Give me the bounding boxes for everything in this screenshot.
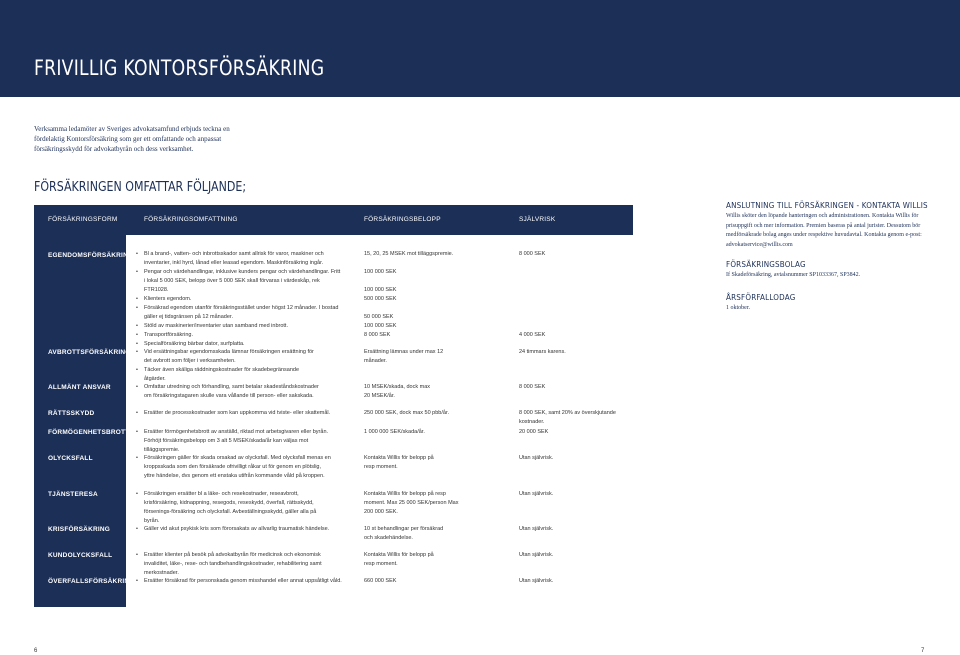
avbrott-deductible: 24 timmars karens. — [519, 349, 566, 355]
column-header-deductible: SJÄLVRISK — [519, 216, 556, 223]
contact-text: Willis sköter den löpande hanteringen och administrationen. Kontakta Willis för prisuppgift och mer information. Premien baseras på antal jurister. Dessutom bör medförsäkrade bolag anges under respektive huvudavtal. Kontakta genom e-post: advokatservice@willis.com — [726, 213, 922, 248]
egendom-amount-5: 100 000 SEK — [364, 323, 397, 329]
olycksfall-deductible: Utan självrisk. — [519, 455, 554, 461]
formogenhet-scope — [136, 428, 336, 455]
row-label-overfall: ÖVERFALLSFÖRSÄKRING — [48, 578, 135, 585]
list-item: • Vid ersättningsbar egendomsskada lämnar försäkringen ersättning för det avbrott som följer i verksamheten. — [136, 348, 316, 366]
tjanste-deductible: Utan självrisk. — [519, 491, 554, 497]
allmant-amount: 10 MSEK/skada, dock max 20 MSEK/år. — [364, 384, 431, 399]
kundolycks-scope — [136, 551, 336, 578]
egendom-amount-0: 15, 20, 25 MSEK mot tilläggspremie. — [364, 251, 454, 257]
list-item: • Stöld av maskinerier/inventarier utan samband med inbrott. — [136, 322, 341, 331]
kundolycks-deductible: Utan självrisk. — [519, 552, 554, 558]
page-number-left: 6 — [34, 648, 38, 654]
insurer-text: If Skadeförsäkring, avtalsnummer SP1033367, SP3842. — [726, 272, 861, 278]
ratt-deductible: 8 000 SEK, samt 20% av överskjutande kostnader. — [519, 410, 616, 425]
egendom-amount-6: 8 000 SEK — [364, 332, 391, 338]
overfall-deductible: Utan självrisk. — [519, 578, 554, 584]
egendom-amount-2: 100 000 SEK — [364, 287, 397, 293]
row-label-ratt: RÄTTSSKYDD — [48, 410, 95, 417]
formogenhet-amount: 1 000 000 SEK/skada/år. — [364, 429, 425, 435]
tjanste-amount: Kontakta Willis för belopp på resp moment. Max 25 000 SEK/person Max 200 000 SEK. — [364, 491, 459, 515]
row-label-kundolycks: KUNDOLYCKSFALL — [48, 552, 113, 559]
renewal-text: 1 oktober. — [726, 304, 750, 311]
egendom-amount-4: 50 000 SEK — [364, 314, 394, 320]
kris-scope — [136, 525, 356, 534]
egendom-deductible-0: 8 000 SEK — [519, 251, 546, 257]
row-label-avbrott: AVBROTTSFÖRSÄKRING — [48, 349, 131, 356]
list-item: • Ersätter klienter på besök på advokatbyrån för medicinsk och ekonomisk invaliditet, läke-, rese- och tandbehandlingskostnader, rehabilitering samt merkostnader. — [136, 551, 336, 578]
list-item: • Klienters egendom. — [136, 295, 341, 304]
avbrott-amount: Ersättning lämnas under max 12 månader. — [364, 349, 444, 364]
row-label-egendom: EGENDOMSFÖRSÄKRING — [48, 252, 134, 259]
list-item: • Omfattar utredning och förhandling, samt betalar skadeståndskostnader om försäkringstagaren skulle vara vållande till person- eller sakskada. — [136, 383, 326, 401]
row-label-allmant: ALLMÄNT ANSVAR — [48, 384, 111, 391]
renewal-heading: ÅRSFÖRFALLODAG — [726, 292, 796, 302]
ratt-amount: 250 000 SEK, dock max 50 pbb/år. — [364, 410, 450, 416]
page-number-right: 7 — [921, 648, 925, 654]
egendom-deductible-1: 4 000 SEK — [519, 332, 546, 338]
intro-text: Verksamma ledamöter av Sveriges advokatsamfund erbjuds teckna en fördelaktig Kontorsförsäkring som ger ett omfattande och anpassat försäkringsskydd för advokatbyrån och dess verksamhet. — [34, 125, 230, 153]
column-header-amount: FÖRSÄKRINGSBELOPP — [364, 216, 441, 223]
kris-amount: 10 st behandlingar per försäkrad och skadehändelse. — [364, 526, 444, 541]
kris-deductible: Utan självrisk. — [519, 526, 554, 532]
avbrott-scope — [136, 348, 316, 384]
overfall-amount: 660 000 SEK — [364, 578, 397, 584]
list-item: • Försäkringen gäller för skada orsakad av olycksfall. Med olycksfall menas en kroppsskada som den försäkrade ofrivilligt råkar ut för genom en plötslig, yttre händelse, dvs genom ett enstaka utifrån kommande våld på kroppen. — [136, 454, 331, 481]
olycksfall-scope — [136, 454, 331, 481]
list-item: • Ersätter försäkrad för personskada genom misshandel eller annat uppsåtligt våld. — [136, 577, 356, 586]
tjanste-scope — [136, 490, 326, 526]
section-title: FÖRSÄKRINGEN OMFATTAR FÖLJANDE; — [34, 180, 247, 195]
contact-heading: ANSLUTNING TILL FÖRSÄKRINGEN - KONTAKTA WILLIS — [726, 201, 928, 210]
egendom-amount-1: 100 000 SEK — [364, 269, 397, 275]
row-label-olycksfall: OLYCKSFALL — [48, 455, 93, 462]
formogenhet-deductible: 20 000 SEK — [519, 429, 549, 435]
allmant-scope — [136, 383, 326, 401]
list-item: • Ersätter förmögenhetsbrott av anställd, riktad mot arbetsgivaren eller byrån. Förhöjt försäkringsbelopp om 3 alt 5 MSEK/skada/år kan väljas mot tilläggspremie. — [136, 428, 336, 455]
list-item: • Transportförsäkring. — [136, 331, 341, 340]
list-item: • Täcker även skäliga räddningskostnader för skadebegränsande åtgärder. — [136, 366, 316, 384]
table-header — [34, 205, 633, 235]
row-label-formogenhet: FÖRMÖGENHETSBROTT — [48, 429, 130, 436]
overfall-scope — [136, 577, 356, 586]
page-title: FRIVILLIG KONTORSFÖRSÄKRING — [34, 56, 325, 80]
list-item: • Försäkringen ersätter bl a läke- och resekostnader, reseavbrott, krisförsäkring, kidnappning, resegods, reseskydd, överfall, rättsskydd, försenings-försäkring och olycksfall. Avbeställningsskydd, gäller alla på byrån. — [136, 490, 326, 526]
list-item: • Ersätter de processkostnader som kan uppkomma vid tviste- eller skattemål. — [136, 409, 356, 418]
egendom-scope — [136, 250, 341, 349]
ratt-scope — [136, 409, 356, 418]
insurer-heading: FÖRSÄKRINGSBOLAG — [726, 260, 806, 269]
sidebar — [726, 201, 936, 313]
list-item: • Gäller vid akut psykisk kris som förorsakats av allvarlig traumatisk händelse. — [136, 525, 356, 534]
row-label-tjanste: TJÄNSTERESA — [48, 491, 98, 498]
column-header-form: FÖRSÄKRINGSFORM — [48, 216, 118, 223]
list-item: • Pengar och värdehandlingar, inklusive kunders pengar och värdehandlingar. Fritt i lokal 5 000 SEK, belopp över 5 000 SEK skall förvaras i värdeskåp, rek FTR1028. — [136, 268, 341, 295]
kundolycks-amount: Kontakta Willis för belopp på resp moment. — [364, 552, 434, 567]
page-header — [0, 0, 960, 97]
list-item: • Bl a brand-, vatten- och inbrottsskador samt allrisk för varor, maskiner och inventarier, inkl hyrd, lånad eller leasad egendom. Maskinförsäkring ingår. — [136, 250, 341, 268]
column-header-scope: FÖRSÄKRINGSOMFATTNING — [144, 216, 238, 223]
egendom-amount-3: 500 000 SEK — [364, 296, 397, 302]
row-label-kris: KRISFÖRSÄKRING — [48, 526, 111, 533]
list-item: • Specialförsäkring bärbar dator, surfplatta. — [136, 340, 341, 349]
allmant-deductible: 8 000 SEK — [519, 384, 546, 390]
list-item: • Försäkrad egendom utanför försäkringsstället under högst 12 månader. I bostad gäller ej tidsgränsen på 12 månader. — [136, 304, 341, 322]
olycksfall-amount: Kontakta Willis för belopp på resp moment. — [364, 455, 434, 470]
